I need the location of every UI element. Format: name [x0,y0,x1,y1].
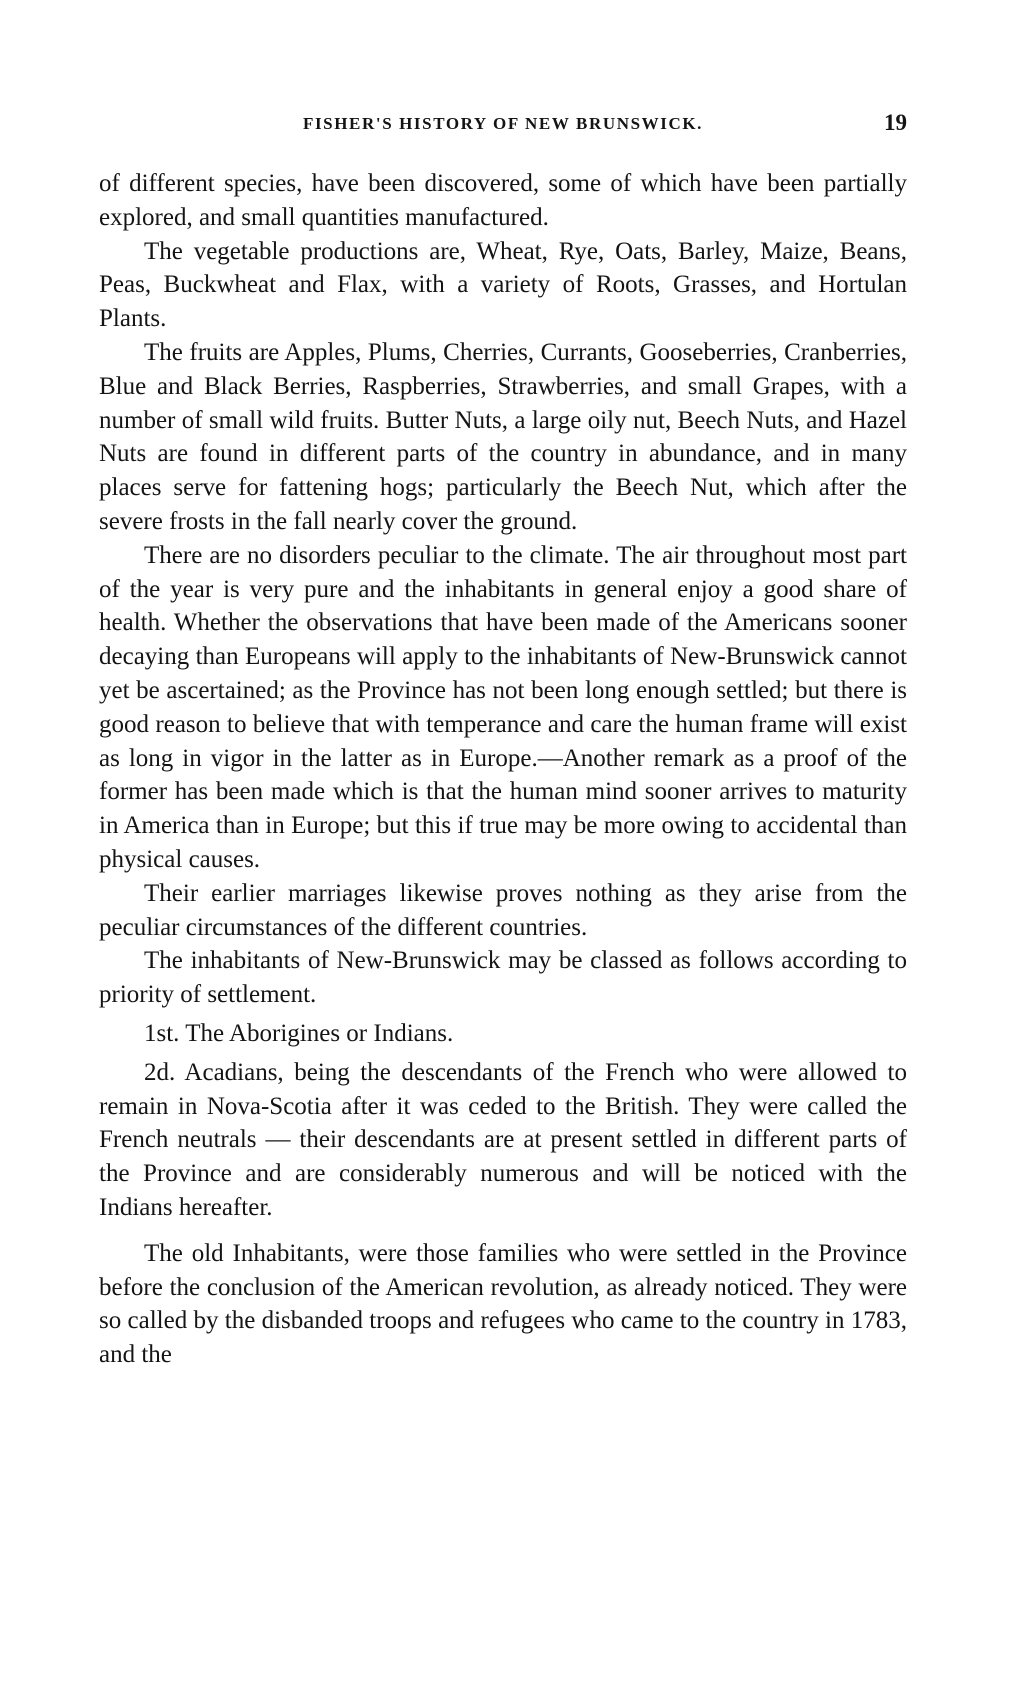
paragraph-aborigines: 1st. The Aborigines or Indians. [144,1019,454,1047]
paragraph-climate: There are no disorders peculiar to the climate. The air throughout most part of the year is very pure and the inhabitants in general enjoy a good share of health. Whether the observations that have been made of the Americans sooner decaying than Europeans will apply to the inhabitants of New-Brunswick cannot yet be ascertained; as the Province has not been long enough settled; but there is good reason to believe that with temperance and care the human frame will exist as long in vigor in the latter as in Europe.—Another remark as a proof of the former has been made which is that the human mind sooner arrives to maturity in America than in Europe; but this if true may be more owing to accidental than physical causes. [99,541,907,873]
paragraph-acadians: 2d. Acadians, being the descendants of the French who were allowed to remain in Nova-Scotia after it was ceded to the British. They were called the French neutrals — their descendants are at present settled in different parts of the Province and are considerably numerous and will be noticed with the Indians hereafter. [99,1058,907,1221]
page-number: 19 [884,110,907,135]
paragraph-old-inhabitants: The old Inhabitants, were those families who were settled in the Province before the conclusion of the American revolution, as already noticed. They were so called by the disbanded troops and refugees who came to the country in 1783, and the [99,1239,907,1369]
paragraph-fruits: The fruits are Apples, Plums, Cherries, Currants, Gooseberries, Cranberries, Blue and Black Berries, Raspberries, Strawberries, and small Grapes, with a number of small wild fruits. Butter Nuts, a large oily nut, Beech Nuts, and Hazel Nuts are found in different parts of the country in abundance, and in many places serve for fattening hogs; particularly the Beech Nut, which after the severe frosts in the fall nearly cover the ground. [99,338,907,535]
running-title: FISHER'S HISTORY OF NEW BRUNSWICK. [302,114,704,133]
paragraph-vegetables: The vegetable productions are, Wheat, Rye, Oats, Barley, Maize, Beans, Peas, Buckwheat and Flax, with a variety of Roots, Grasses, and Hortulan Plants. [99,237,907,333]
body-text [99,167,907,1372]
paragraph-marriages: Their earlier marriages likewise proves nothing as they arise from the peculiar circumstances of the different countries. [99,879,907,941]
paragraph-continued: of different species, have been discovered, some of which have been partially explored, and small quantities manufactured. [99,170,907,231]
page-header [99,110,907,144]
paragraph-inhabitants: The inhabitants of New-Brunswick may be classed as follows according to priority of settlement. [99,947,907,1009]
